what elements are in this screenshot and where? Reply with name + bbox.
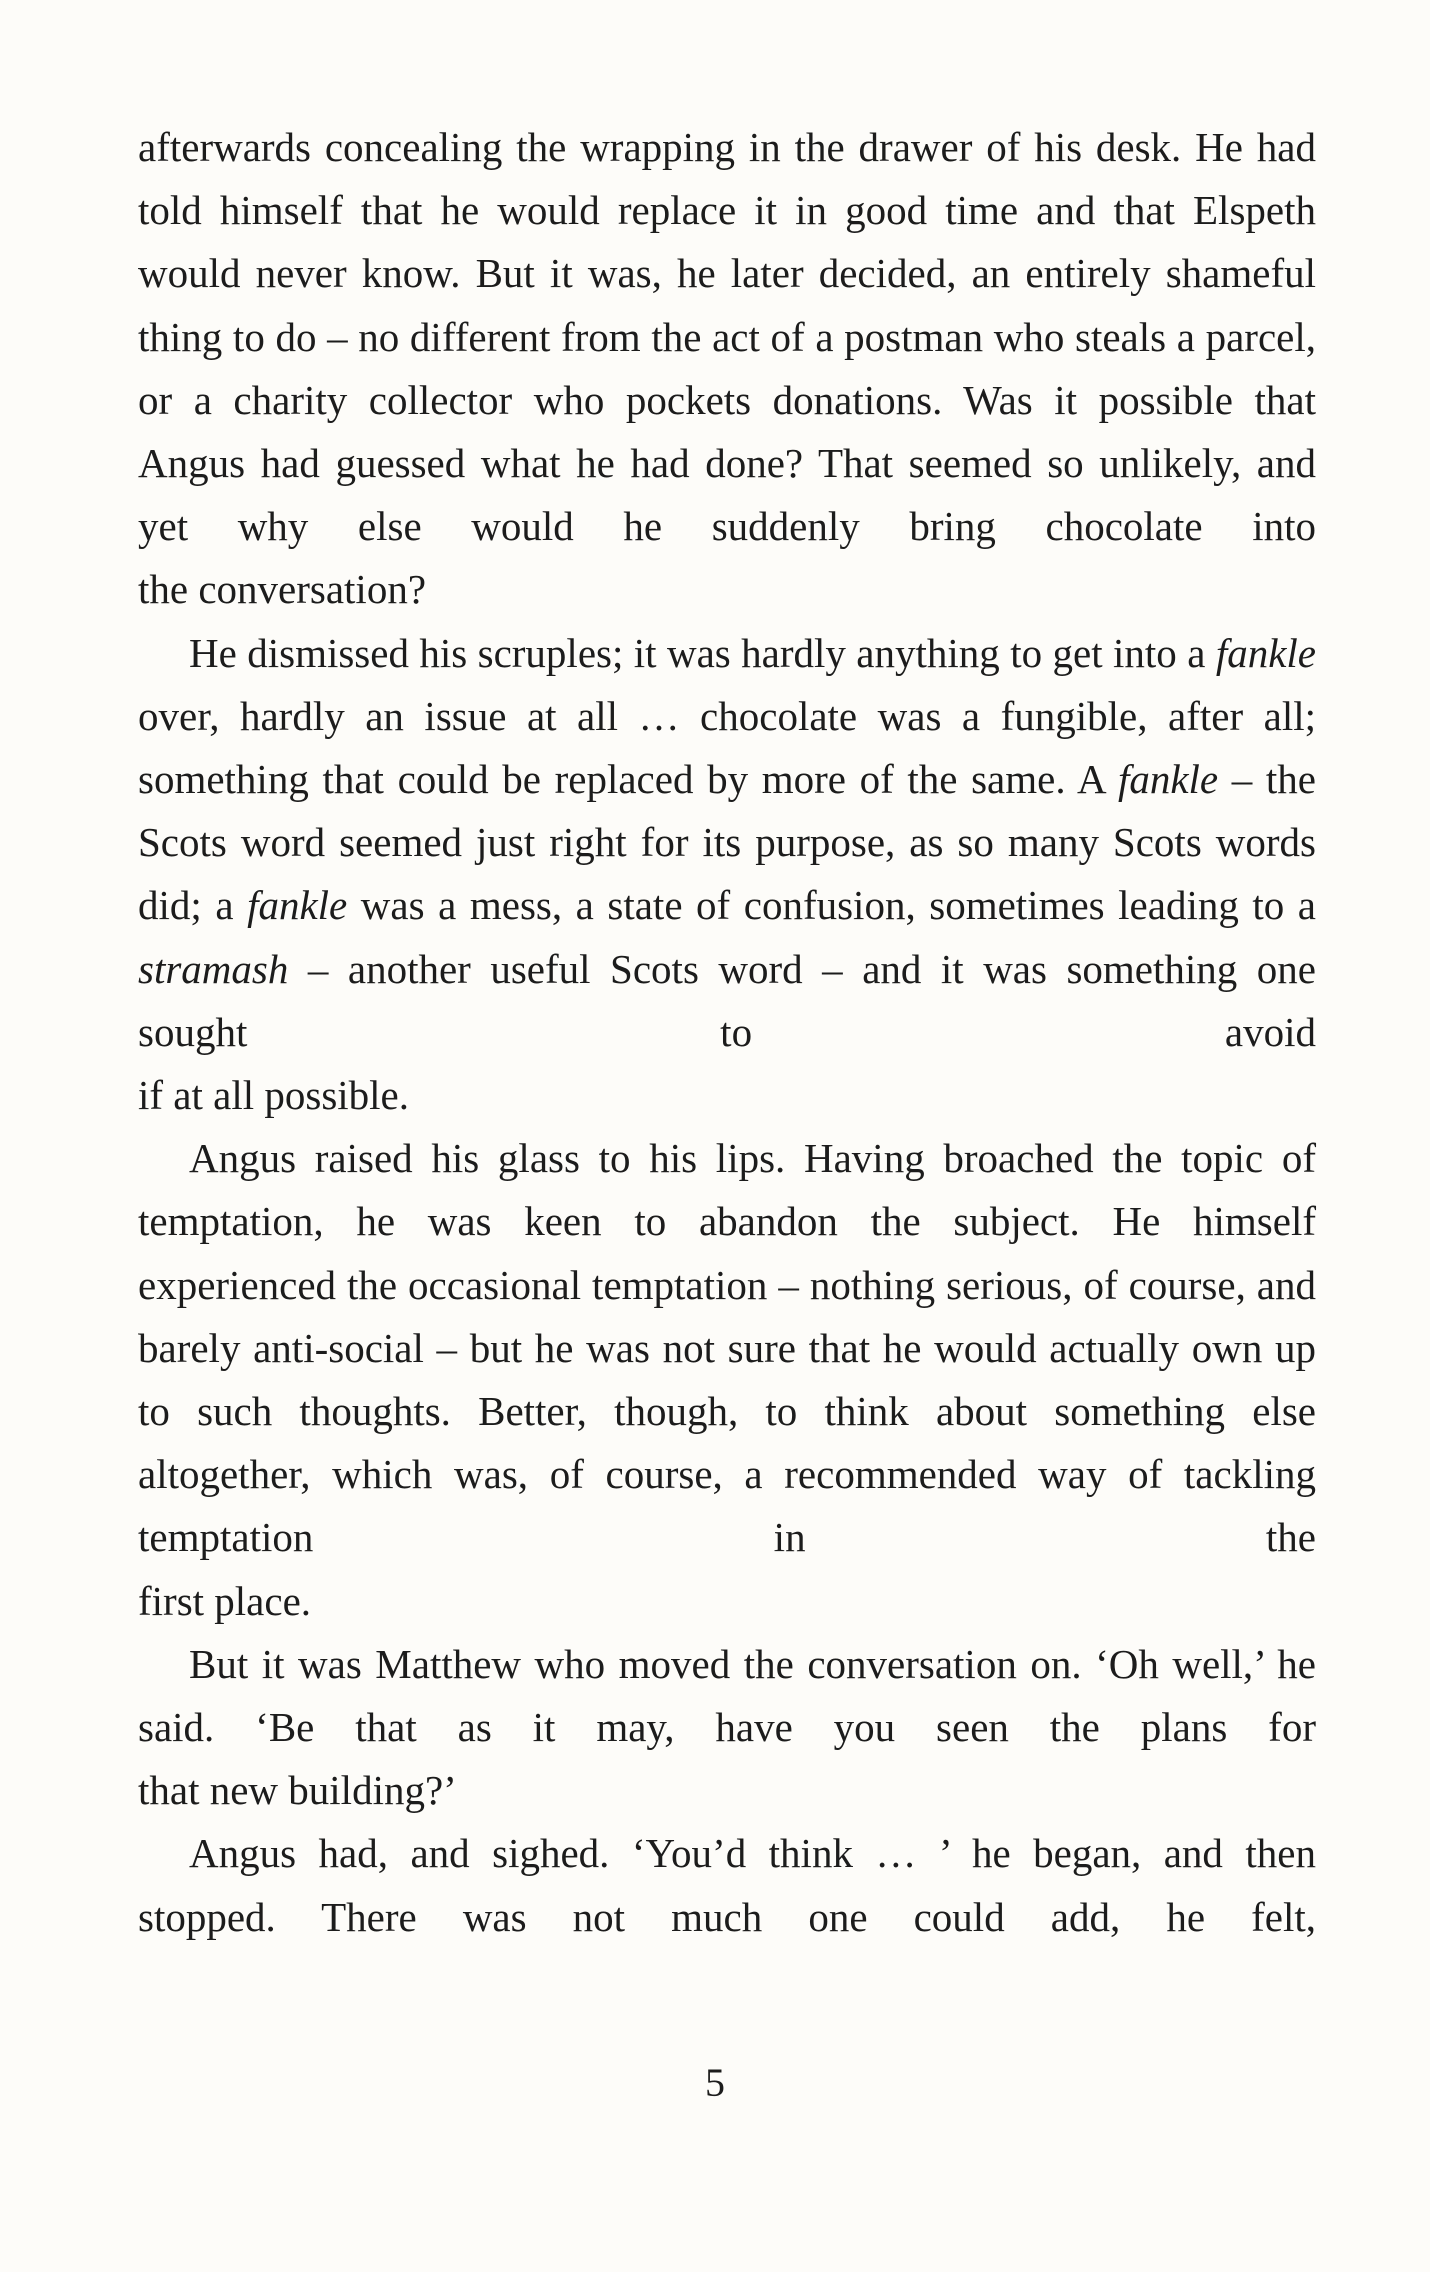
text-span: He dismissed his scruples; it was hardly anything to get into a (189, 629, 1216, 676)
paragraph-3 (138, 1127, 1316, 1633)
text-span: But it was Matthew who moved the conversation on. ‘Oh well,’ he said. ‘Be that as it may, have you seen the plans for (138, 1640, 1316, 1751)
paragraph-4 (138, 1633, 1316, 1823)
text-span: over, hardly an issue at all … chocolate was a fungible, after all; something that could be replaced by more of the same. A (138, 692, 1316, 803)
italic-term: stramash (138, 945, 289, 992)
text-span: if at all possible. (138, 1072, 410, 1119)
paragraph-1 (138, 116, 1316, 622)
italic-term: fankle (1215, 629, 1316, 676)
paragraph-5 (138, 1822, 1316, 1948)
text-span: Angus had, and sighed. ‘You’d think … ’ he began, and then stopped. There was not much one could add, he felt, (138, 1830, 1316, 1940)
page-body (138, 116, 1316, 1949)
text-span: Angus raised his glass to his lips. Having broached the topic of temptation, he was keen to abandon the subject. He himself experienced the occasional temptation – nothing serious, of course, and barely anti-social – but he was not sure that he would actually own up to such thoughts. Better, though, to think about something else altogether, which was, of course, a recommended way of tackling temptation in the (138, 1135, 1316, 1561)
text-span: first place. (138, 1577, 312, 1624)
paragraph-2 (138, 622, 1316, 1128)
text-span: – another useful Scots word – and it was something one sought to avoid (138, 945, 1316, 1055)
text-span: was a mess, a state of confusion, sometimes leading to a (347, 882, 1317, 929)
text-span: afterwards concealing the wrapping in the drawer of his desk. He had told himself that he would replace it in good time and that Elspeth would never know. But it was, he later decided, an entirely shameful thing to do – no different from the act of a postman who steals a parcel, or a charity collector who pockets donations. Was it possible that Angus had guessed what he had done? That seemed so unlikely, and yet why else would he suddenly bring chocolate into (138, 124, 1316, 550)
page-number: 5 (705, 2060, 725, 2105)
text-span: that new building?’ (138, 1767, 457, 1814)
text-span: – the Scots word seemed just right for its purpose, as so many Scots words did; a (138, 756, 1316, 929)
italic-term: fankle (247, 882, 348, 929)
text-span: the conversation? (138, 566, 427, 613)
italic-term: fankle (1117, 756, 1219, 803)
